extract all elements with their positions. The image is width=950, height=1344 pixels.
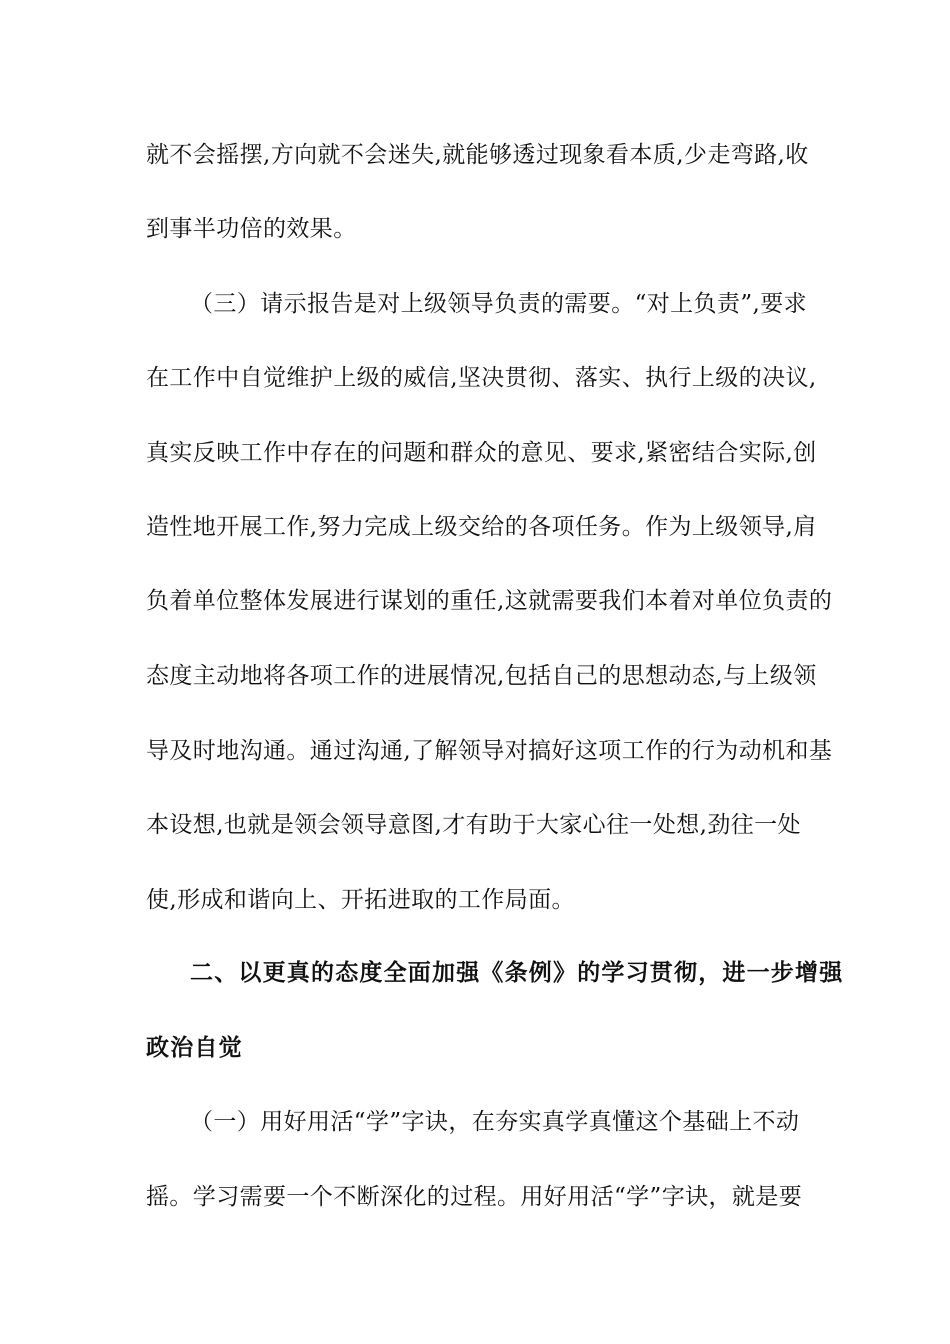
paragraph-line: 造性地开展工作,努力完成上级交给的各项任务。作为上级领导,肩 [146,514,817,540]
paragraph-line: 就不会摇摆,方向就不会迷失,就能够透过现象看本质,少走弯路,收 [146,142,809,168]
paragraph-line: （三）请示报告是对上级领导负责的需要。“对上负责”,要求 [190,291,808,317]
section-heading: 政治自觉 [146,1035,243,1061]
paragraph-line: 本设想,也就是领会领导意图,才有助于大家心往一处想,劲往一处 [146,812,801,838]
paragraph-line: （一）用好用活“学”字诀，在夯实真学真懂这个基础上不动 [190,1109,800,1135]
paragraph-line: 态度主动地将各项工作的进展情况,包括自己的思想动态,与上级领 [146,663,817,689]
paragraph-line: 摇。学习需要一个不断深化的过程。用好用活“学”字诀，就是要 [146,1184,803,1210]
section-heading: 二、以更真的态度全面加强《条例》的学习贯彻，进一步增强 [190,960,844,986]
paragraph-line: 使,形成和谐向上、开拓进取的工作局面。 [146,887,575,913]
paragraph-line: 在工作中自觉维护上级的威信,坚决贯彻、落实、执行上级的决议, [146,365,817,391]
paragraph-line: 真实反映工作中存在的问题和群众的意见、要求,紧密结合实际,创 [146,440,817,466]
paragraph-line: 到事半功倍的效果。 [146,216,357,242]
paragraph-line: 负着单位整体发展进行谋划的重任,这就需要我们本着对单位负责的 [146,588,833,614]
paragraph-line: 导及时地沟通。通过沟通,了解领导对搞好这项工作的行为动机和基 [146,738,833,764]
